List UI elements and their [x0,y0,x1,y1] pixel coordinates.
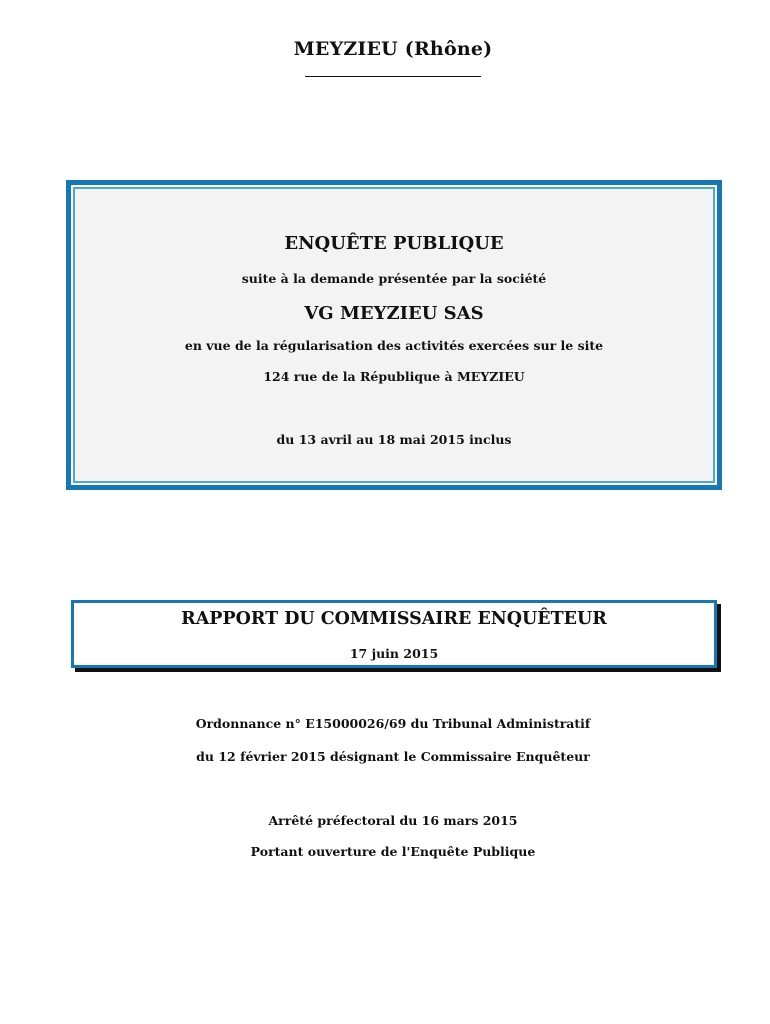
enquete-heading: ENQUÊTE PUBLIQUE [284,233,504,254]
enquete-subheading: suite à la demande présentée par la société [241,271,547,286]
arrete-line-2: Portant ouverture de l'Enquête Publique [250,844,536,859]
rapport-title: RAPPORT DU COMMISSAIRE ENQUÊTEUR [181,609,607,629]
rapport-date: 17 juin 2015 [349,646,439,661]
ordonnance-line-2: du 12 février 2015 désignant le Commissaire Enquêteur [196,749,590,764]
enquete-box [66,180,722,490]
company-name: VG MEYZIEU SAS [304,303,484,324]
arrete-line-1: Arrêté préfectoral du 16 mars 2015 [268,813,518,828]
page-title: MEYZIEU (Rhône) [293,38,493,60]
rapport-box [71,600,717,668]
ordonnance-line-1: Ordonnance n° E15000026/69 du Tribunal Administratif [195,716,591,731]
site-address: 124 rue de la République à MEYZIEU [263,369,525,384]
enquete-purpose: en vue de la régularisation des activités exercées sur le site [184,338,604,353]
enquete-dates: du 13 avril au 18 mai 2015 inclus [276,432,512,447]
title-underline [305,76,481,77]
